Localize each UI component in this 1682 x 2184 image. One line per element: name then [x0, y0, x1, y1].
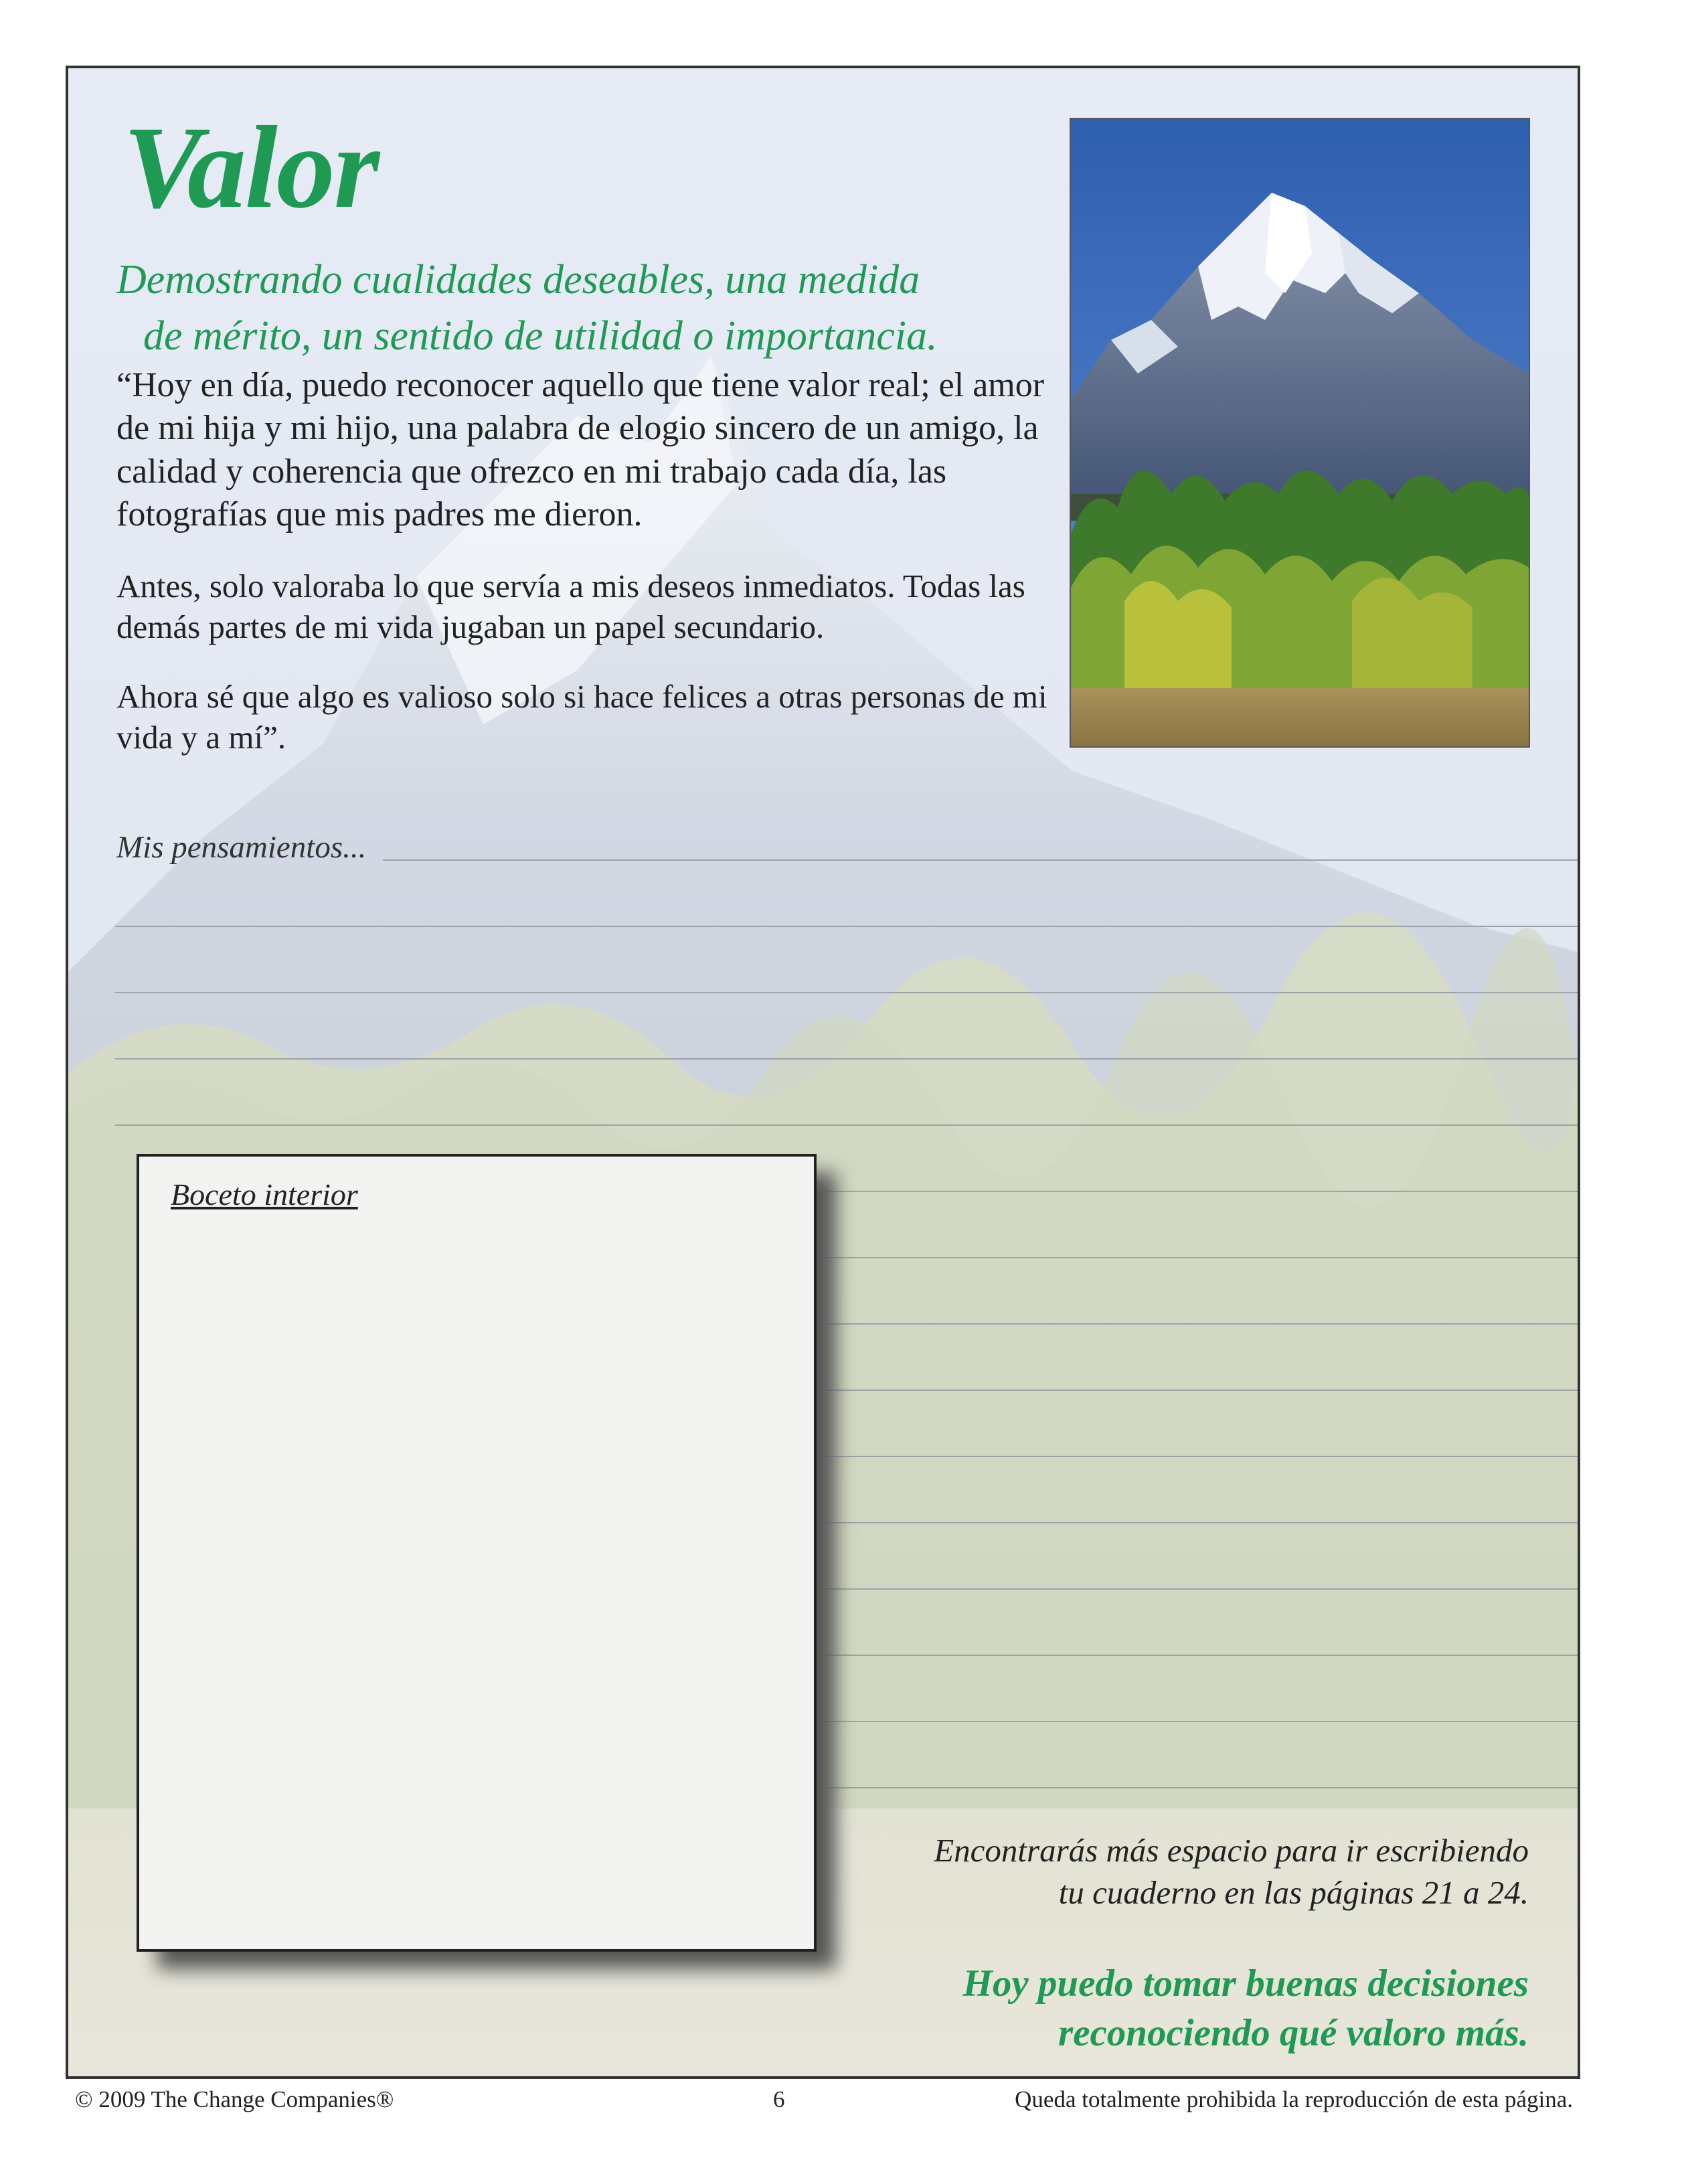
closing-line-2: reconociendo qué valoro más.: [1058, 2012, 1529, 2055]
quote-paragraph-2: Antes, solo valoraba lo que servía a mis deseos inmediatos. Todas las demás partes de mi vida jugaban un papel secundario.: [116, 567, 1025, 645]
writing-line[interactable]: [115, 926, 1580, 927]
subtitle-line-2: de mérito, un sentido de utilidad o importancia.: [143, 313, 938, 359]
writing-line[interactable]: [825, 1588, 1580, 1590]
page-title: Valor: [123, 102, 379, 233]
footer-page-number: 6: [773, 2086, 785, 2112]
writing-line[interactable]: [825, 1191, 1580, 1192]
writing-line[interactable]: [825, 1390, 1580, 1391]
worksheet-frame: [66, 66, 1580, 2079]
footer-copyright: © 2009 The Change Companies®: [75, 2086, 394, 2112]
writing-line[interactable]: [825, 1456, 1580, 1457]
quote-paragraph-3: Ahora sé que algo es valioso solo si hace felices a otras personas de mi vida y a mí”.: [116, 678, 1047, 756]
note-line-2: tu cuaderno en las páginas 21 a 24.: [1058, 1873, 1529, 1911]
writing-line[interactable]: [825, 1655, 1580, 1656]
sketch-box[interactable]: [137, 1154, 817, 1952]
sketch-label: Boceto interior: [171, 1177, 358, 1211]
mountain-aspen-photo: [1070, 118, 1530, 748]
closing-line-1: Hoy puedo tomar buenas decisiones: [962, 1962, 1529, 2005]
quote-block: [116, 364, 1054, 788]
page-subtitle: [116, 252, 1054, 364]
writing-line[interactable]: [383, 859, 1580, 861]
writing-line[interactable]: [825, 1323, 1580, 1325]
footer-notice: Queda totalmente prohibida la reproducción de esta página.: [1015, 2086, 1573, 2112]
writing-line[interactable]: [115, 1058, 1580, 1060]
writing-line[interactable]: [115, 1124, 1580, 1126]
writing-line[interactable]: [825, 1787, 1580, 1788]
writing-line[interactable]: [825, 1522, 1580, 1523]
writing-line[interactable]: [825, 1721, 1580, 1722]
subtitle-line-1: Demostrando cualidades deseables, una medida: [116, 257, 920, 303]
note-line-1: Encontrarás más espacio para ir escribiendo: [934, 1832, 1529, 1869]
quote-paragraph-1: “Hoy en día, puedo reconocer aquello que tiene valor real; el amor de mi hija y mi hijo, una palabra de elogio sincero de un amigo, la calidad y coherencia que ofrezco en mi trabajo cada día, las fotografías que mis padres me dieron.: [116, 366, 1045, 534]
closing-statement: [792, 1959, 1529, 2058]
writing-line[interactable]: [115, 992, 1580, 993]
writing-line[interactable]: [825, 1257, 1580, 1258]
more-space-note: [859, 1830, 1529, 1914]
thoughts-label: Mis pensamientos...: [116, 830, 367, 865]
